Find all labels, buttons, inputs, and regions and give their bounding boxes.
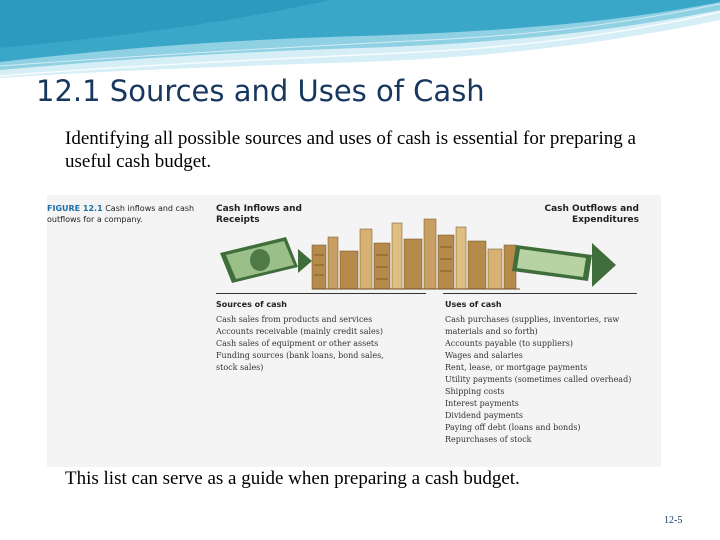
sources-list (216, 314, 406, 374)
list-item: Cash sales from products and services (216, 315, 373, 324)
sources-heading: Sources of cash (216, 300, 287, 309)
figure-12-1 (47, 195, 661, 467)
list-item: Utility payments (sometimes called overhead) (445, 375, 632, 384)
list-item: Rent, lease, or mortgage payments (445, 363, 588, 372)
slide-title: 12.1 Sources and Uses of Cash (36, 74, 485, 108)
list-item: Wages and salaries (445, 351, 523, 360)
list-item: Funding sources (bank loans, bond sales, stock sales) (216, 351, 384, 372)
closing-text: This list can serve as a guide when preparing a cash budget. (65, 468, 520, 489)
inflow-banknote-icon (220, 237, 312, 283)
figure-number: FIGURE 12.1 (47, 204, 103, 213)
figure-caption (47, 203, 197, 225)
list-item: Accounts payable (to suppliers) (445, 339, 573, 348)
divider-left (216, 293, 426, 294)
uses-heading: Uses of cash (445, 300, 502, 309)
list-item: Repurchases of stock (445, 435, 532, 444)
outflows-heading: Cash Outflows and Expenditures (544, 204, 639, 225)
list-item: Accounts receivable (mainly credit sales) (216, 327, 383, 336)
skyline-buildings-icon (312, 219, 516, 289)
intro-text: Identifying all possible sources and uses of cash is essential for preparing a useful cash budget. (65, 128, 636, 172)
inflows-heading: Cash Inflows and Receipts (216, 204, 302, 225)
list-item: Paying off debt (loans and bonds) (445, 423, 581, 432)
list-item: Cash purchases (supplies, inventories, raw materials and so forth) (445, 315, 620, 336)
list-item: Shipping costs (445, 387, 505, 396)
outflow-banknote-icon (512, 243, 616, 287)
figure-caption-text: Cash inflows and cash outflows for a company. (47, 204, 195, 224)
list-item: Interest payments (445, 399, 519, 408)
uses-list (445, 314, 645, 446)
city-skyline-illustration (216, 215, 662, 295)
page-number: 12-5 (664, 515, 683, 526)
divider-right (443, 293, 637, 294)
list-item: Cash sales of equipment or other assets (216, 339, 379, 348)
list-item: Dividend payments (445, 411, 523, 420)
